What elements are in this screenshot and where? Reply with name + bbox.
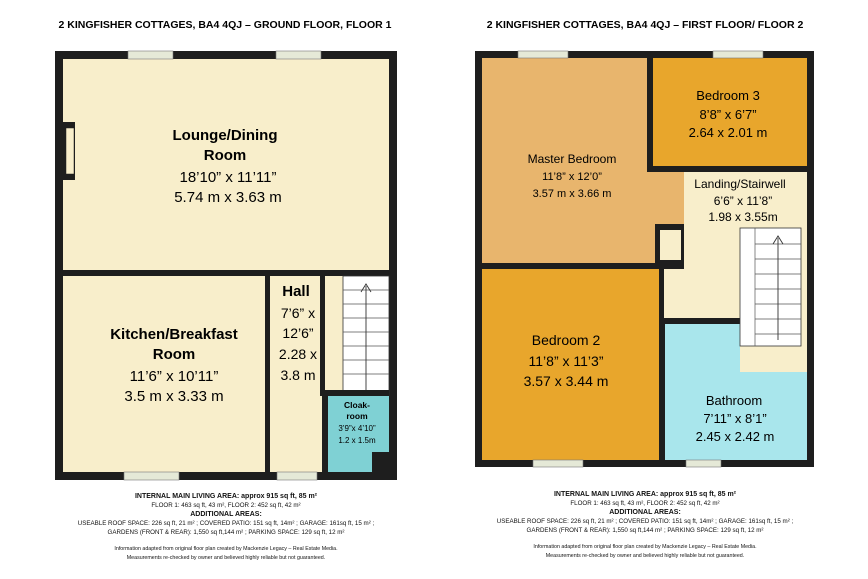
cloakroom-imperial: 3’9”x 4’10” [338, 424, 376, 433]
disclaimer-1a: Information adapted from original floor plan created by Mackenzie Legacy – Real Estate Media. [114, 546, 338, 552]
bedroom2-imperial: 11’8” x 11’3” [528, 353, 604, 369]
bedroom3-name: Bedroom 3 [696, 88, 760, 103]
staircase-2 [740, 228, 801, 346]
hall-name: Hall [282, 283, 310, 300]
lounge-name-1: Lounge/Dining [172, 127, 278, 144]
hall-dim-4: 3.8 m [280, 367, 316, 383]
kitchen-hall-wall [265, 276, 270, 472]
hall-dim-1: 7’6” x [280, 305, 316, 321]
cloakroom-name-2: room [346, 411, 368, 421]
disclaimer-1b: Measurements re-checked by owner and believed highly reliable but not guaranteed. [126, 555, 326, 561]
floor1-title: 2 KINGFISHER COTTAGES, BA4 4QJ – GROUND FLOOR, FLOOR 1 [58, 19, 392, 31]
landing-metric: 1.98 x 3.55m [708, 210, 778, 224]
window-bathroom [686, 460, 721, 467]
additional-areas-1b: GARDENS (FRONT & REAR): 1,550 sq ft,144 m² ; PARKING SPACE: 129 sq ft, 12 m² [107, 529, 345, 536]
cloakroom-name-1: Cloak- [344, 400, 370, 410]
floor2-title: 2 KINGFISHER COTTAGES, BA4 4QJ – FIRST FLOOR/ FLOOR 2 [486, 19, 804, 31]
additional-areas-2b: GARDENS (FRONT & REAR): 1,550 sq ft,144 m² ; PARKING SPACE: 129 sq ft, 12 m² [526, 527, 764, 534]
window-bedroom3 [713, 51, 763, 58]
landing-name: Landing/Stairwell [694, 177, 786, 191]
window-master-1 [518, 51, 568, 58]
fireplace [66, 128, 74, 174]
additional-areas-2a: USEABLE ROOF SPACE: 226 sq ft, 21 m² ; COVERED PATIO: 151 sq ft, 14m² ; GARAGE: 161sq ft, 15 m² ; [496, 518, 794, 525]
master-metric: 3.57 m x 3.66 m [532, 188, 612, 200]
kitchen-name-1: Kitchen/Breakfast [110, 326, 238, 343]
disclaimer-2a: Information adapted from original floor plan created by Mackenzie Legacy – Real Estate Media. [533, 544, 757, 550]
bathroom-imperial: 7’11” x 8’1” [703, 411, 767, 426]
bedroom3-imperial: 8’8” x 6’7” [699, 107, 757, 122]
bedroom2-metric: 3.57 x 3.44 m [523, 373, 609, 389]
master-name: Master Bedroom [527, 152, 617, 166]
lounge-metric: 5.74 m x 3.63 m [174, 189, 282, 206]
notes-floor2 [460, 490, 830, 561]
notes-floor1 [40, 492, 412, 563]
additional-label-1: ADDITIONAL AREAS: [190, 511, 262, 518]
kitchen-metric: 3.5 m x 3.33 m [124, 388, 224, 405]
kitchen-name-2: Room [152, 346, 196, 363]
hall-wall [320, 276, 325, 396]
main-area-2: INTERNAL MAIN LIVING AREA: approx 915 sq ft, 85 m² [553, 491, 737, 498]
lounge-imperial: 18’10” x 11’11” [179, 169, 277, 186]
landing-imperial: 6’6” x 11’8” [713, 194, 773, 208]
cloakroom-metric: 1.2 x 1.5m [338, 436, 376, 445]
bathroom-name: Bathroom [705, 393, 763, 408]
window-lounge-1 [128, 51, 173, 59]
first-floor-plan [475, 51, 814, 467]
main-area-1: INTERNAL MAIN LIVING AREA: approx 915 sq ft, 85 m² [134, 493, 318, 500]
ground-floor-plan [55, 51, 397, 480]
bedroom2-name: Bedroom 2 [531, 332, 601, 348]
bathroom-metric: 2.45 x 2.42 m [695, 429, 775, 444]
floor-areas-1: FLOOR 1: 463 sq ft, 43 m², FLOOR 2: 452 sq ft, 42 m² [151, 502, 301, 509]
additional-areas-1a: USEABLE ROOF SPACE: 226 sq ft, 21 m² ; COVERED PATIO: 151 sq ft, 14m² ; GARAGE: 161sq ft, 15 m² ; [77, 520, 375, 527]
lounge-floor [63, 59, 389, 270]
floor-areas-2: FLOOR 1: 463 sq ft, 43 m², FLOOR 2: 452 sq ft, 42 m² [570, 500, 720, 507]
hall-dim-3: 2.28 x [278, 346, 318, 362]
bedroom3-metric: 2.64 x 2.01 m [688, 125, 768, 140]
hall-dim-2: 12’6” [282, 325, 314, 341]
kitchen-imperial: 11’6” x 10’11” [129, 368, 219, 385]
lounge-name-2: Room [203, 147, 247, 164]
window-bedroom2 [533, 460, 583, 467]
disclaimer-2b: Measurements re-checked by owner and believed highly reliable but not guaranteed. [545, 553, 745, 559]
window-lounge-2 [276, 51, 321, 59]
master-imperial: 11’8” x 12’0” [542, 171, 602, 183]
cupboard-inner [660, 230, 681, 260]
window-kitchen [124, 472, 179, 480]
additional-label-2: ADDITIONAL AREAS: [609, 509, 681, 516]
door-front [277, 472, 317, 480]
